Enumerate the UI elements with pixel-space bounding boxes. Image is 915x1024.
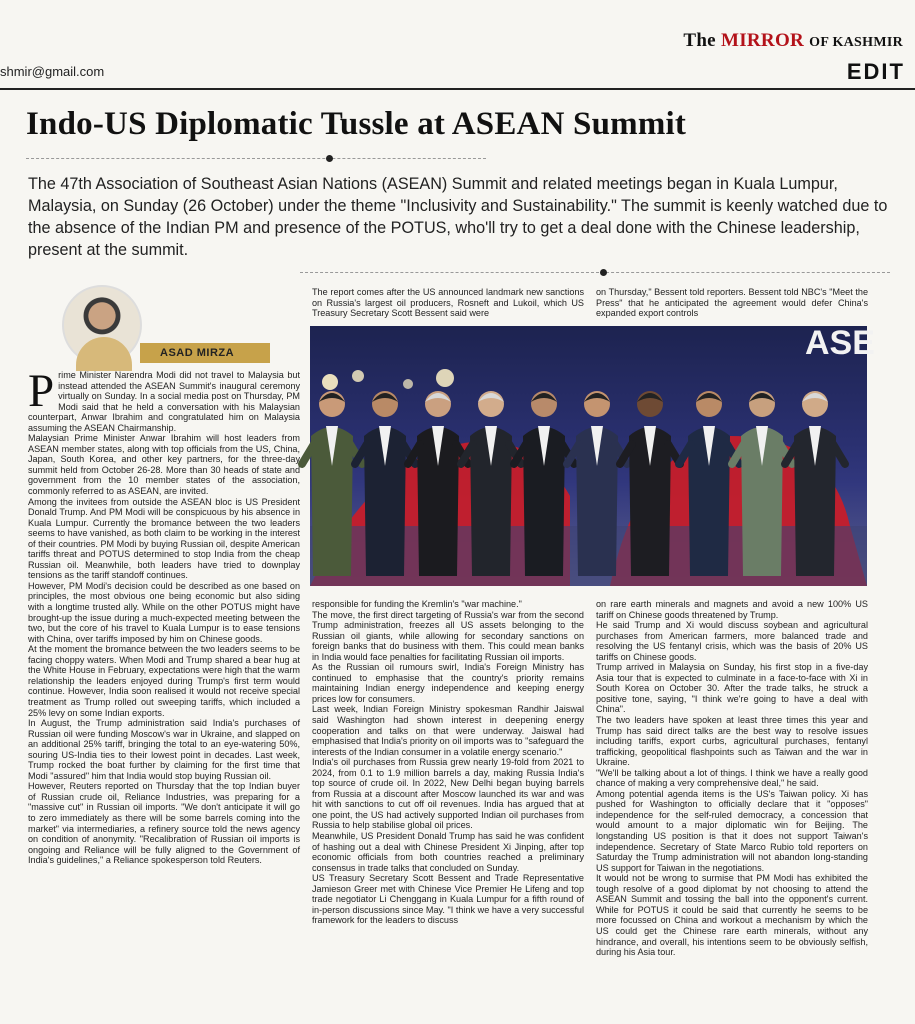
body-paragraph: Meanwhile, US President Donald Trump has said he was confident of hashing out a deal with Chinese President Xi Jinping, after top economic officials from both countries reached a preliminary consensus in trade talks that concluded on Sunday.	[312, 831, 584, 873]
body-paragraph: The report comes after the US announced landmark new sanctions on Russia's largest oil producers, Rosneft and Lukoil, which US Treasury Secretary Scott Bessent said were	[312, 287, 584, 319]
body-paragraph: responsible for funding the Kremlin's "war machine."	[312, 599, 522, 609]
body-paragraph: US Treasury Secretary Scott Bessent and Trade Representative Jamieson Greer met with Chinese Vice Premier He Lifeng and top trade negotiator Li Chenggang in Kuala Lumpur for a fifth round of in-person discussions since May. "I think we have a very successful framework for the leaders to discuss	[312, 873, 584, 926]
standfirst-divider	[300, 272, 890, 273]
contact-email: shmir@gmail.com	[0, 64, 105, 79]
body-paragraph: In August, the Trump administration said India's purchases of Russian oil were funding Moscow's war in Ukraine, and slapped on an additional 25% tariff, bringing the total to an eye-watering 50%, souring US-India ties to their lowest point in decades. Last week, Trump rocked the boat further by claiming for the first time that Modi "assured" him that India would stop buying Russian oil.	[28, 718, 300, 781]
headline-divider	[26, 158, 486, 159]
body-paragraph: rime Minister Narendra Modi did not travel to Malaysia but instead attended the ASEAN Summit's inaugural ceremony virtually on Sunday. In a social media post on Thursday, PM Modi said that he held a conversation with his Malaysian counterpart, Anwar Ibrahim and congratulated him on Malaysia assuming the ASEAN Chairmanship.	[28, 370, 300, 433]
author-avatar	[62, 285, 142, 365]
body-column-1	[28, 365, 300, 1002]
body-paragraph: on rare earth minerals and magnets and avoid a new 100% US tariff on Chinese goods threatened by Trump.	[596, 599, 868, 620]
article-headline: Indo-US Diplomatic Tussle at ASEAN Summit	[26, 106, 687, 142]
masthead	[683, 30, 903, 52]
body-paragraph: At the moment the bromance between the two leaders seems to be facing choppy waters. When Modi and Trump shared a bear hug at the White House in February, expectations were high that the warm relationship the leaders enjoyed during Trump's first term would continue. However, India soon realised it would not receive special treatment as Trump rolled out sweeping tariffs, which included a 25% levy on some Indian exports.	[28, 644, 300, 718]
body-paragraph: However, PM Modi's decision could be described as one based on principles, the most obvious one being economic but also siding with a longtime trusted ally. While on the other POTUS might have brought-up the issue during a much-expected meeting between the two, but the core of his travel to Kuala Lumpur is to ease tensions with China, over tariffs imposed by him on Chinese goods.	[28, 580, 300, 644]
body-paragraph: Among potential agenda items is the US's Taiwan policy. Xi has pushed for Washington to officially declare that it "opposes" independence for the self-ruled democracy, a concession that would amount to a major diplomatic win for Beijing. The longstanding US position is that it does not support Taiwan's independence. Secretary of State Marco Rubio told reporters on Saturday the Trump administration will not abandon long-standing US support for Taiwan in the negotiations.	[596, 788, 868, 873]
body-column-3	[596, 599, 868, 1002]
body-paragraph: Among the invitees from outside the ASEAN bloc is US President Donald Trump. And PM Modi will be conspicuous by his absence in Kuala Lumpur. Currently the bromance between the two leaders seems to have vanished, as both claim to be working in the interest of their countries. PM Modi by buying Russian oil, despite American tariffs threat and POTUS determined to stop India from the cheap Russian oil. Meanwhile, both leaders have tried to downplay tensions as the tariff standoff continues.	[28, 496, 300, 581]
masthead-mirror: MIRROR	[720, 30, 805, 51]
author-byline: ASAD MIRZA	[140, 343, 270, 363]
body-paragraph: India's oil purchases from Russia grew nearly 19-fold from 2021 to 2024, from 0.1 to 1.9 million barrels a day, making Russia India's top source of crude oil. In 2022, New Delhi began buying barrels from Russia at a discount after Moscow launched its war and was hit with sanctions to cut off oil revenues. India has argued that at one point, the US had actively supported Indian oil purchases from Russia to help stabilise global oil prices.	[312, 757, 584, 831]
body-paragraph: Last week, Indian Foreign Ministry spokesman Randhir Jaiswal said Washington had shown interest in deepening energy cooperation and talks on that were underway. Jaiswal had emphasised that India's priority on oil imports was to "safeguard the interests of the Indian consumer in a volatile energy scenario."	[312, 704, 584, 757]
body-paragraph: on Thursday," Bessent told reporters. Bessent told NBC's "Meet the Press" that he anticipated the agreement would defer China's expanded export controls	[596, 287, 868, 319]
body-column-3-top	[596, 287, 868, 323]
body-paragraph: He said Trump and Xi would discuss soybean and agricultural purchases from American farmers, more balanced trade and resolving the US fentanyl crisis, which was the basis of 20% US tariffs on Chinese goods.	[596, 620, 868, 662]
backdrop-text: ASE	[805, 324, 875, 362]
body-paragraph: The two leaders have spoken at least three times this year and Trump has said direct talks are the best way to resolve issues including tariffs, export curbs, agricultural purchases, fentanyl trafficking, geopolitical flashpoints such as Taiwan and the war in Ukraine.	[596, 715, 868, 768]
body-paragraph: The move, the first direct targeting of Russia's war from the second Trump administration, freezes all US assets belonging to the Russian oil giants, while allowing for secondary sanctions on foreign banks that do business with them. This could mean banks in India would face penalties for facilitating Russian oil imports.	[312, 609, 584, 662]
masthead-of-kashmir: OF KASHMIR	[809, 35, 903, 50]
header-rule	[0, 88, 915, 90]
drop-cap: P	[28, 365, 55, 417]
body-paragraph: It would not be wrong to surmise that PM Modi has exhibited the tough resolve of a good diplomat by not choosing to attend the ASEAN Summit and tossing the ball into the opponent's current. While for POTUS it could be said that currently he seems to be more focussed on China and workout a mechanism by which the US could get the Chinese rare earth minerals, without any hindrance, and overall, his intentions seem to be obviously selfish, during his Asia tour.	[596, 873, 869, 958]
body-column-2-top	[312, 287, 584, 323]
body-paragraph: "We'll be talking about a lot of things. I think we have a really good chance of making a very comprehensive deal," he said.	[596, 767, 868, 789]
body-paragraph: Malaysian Prime Minister Anwar Ibrahim will host leaders from ASEAN member states, along with top officials from the US, China, Japan, South Korea, and other key partners, for the three-day summit held from October 26-28. More than 30 heads of state and government from the 10 member states of the association, commonly referred to as ASEAN, are invited.	[28, 433, 300, 497]
body-paragraph: However, Reuters reported on Thursday that the top Indian buyer of Russian crude oil, Reliance Industries, was preparing for a "massive cut" in Russian oil imports. "We don't anticipate it will go to zero immediately as there will be some barrels coming into the market" via intermediaries, a refinery source told the news agency on condition of anonymity. "Recalibration of Russian oil imports is ongoing and Reliance will be fully aligned to the Government of India's guidelines," a Reliance spokesperson told Reuters.	[28, 781, 300, 866]
section-label: EDIT	[846, 59, 905, 84]
body-paragraph: Trump arrived in Malaysia on Sunday, his first stop in a five-day Asia tour that is expected to culminate in a face-to-face with Xi in South Korea on October 30. After the trade talks, he struck a positive tone, saying, "I think we're going to have a deal with China".	[596, 662, 868, 715]
masthead-the: The	[683, 30, 716, 51]
leaders-handshake-illustration	[310, 324, 875, 586]
body-column-2	[312, 599, 584, 1002]
body-paragraph: As the Russian oil rumours swirl, India's Foreign Ministry has continued to emphasise that the country's priority remains maintaining Indian energy independence and keeping energy prices low for consumers.	[312, 662, 584, 704]
summit-leaders-photo	[310, 324, 875, 586]
article-standfirst: The 47th Association of Southeast Asian Nations (ASEAN) Summit and related meetings began in Kuala Lumpur, Malaysia, on Sunday (26 October) under the theme "Inclusivity and Sustainability." The summit is keenly watched due to the absence of the Indian PM and presence of the POTUS, who'll try to get a deal done with the Chinese leadership, present at the summit.	[28, 175, 888, 259]
